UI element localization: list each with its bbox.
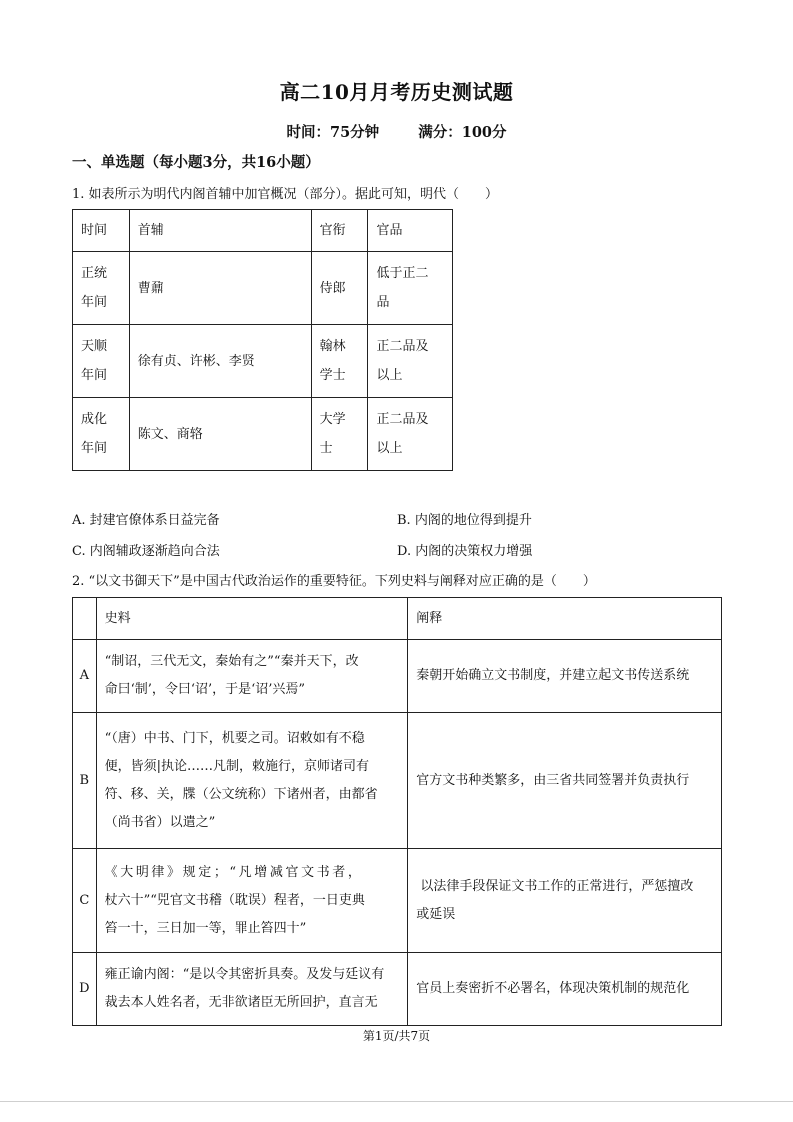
rank-cell: 正二品及 以上	[368, 325, 453, 398]
title-cell: 大学 士	[311, 398, 368, 471]
time-cell: 成化 年间	[73, 398, 130, 471]
table-header-row	[73, 598, 722, 640]
source-cell: “制诏，三代无文，秦始有之”“秦并天下，改 命曰‘制’，令曰‘诏’，于是‘诏’兴焉”	[96, 640, 408, 713]
page-title: 高二10月月考历史测试题	[279, 80, 514, 104]
option-a[interactable]: A. 封建官僚体系日益完备	[72, 513, 220, 528]
rank-cell: 正二品及 以上	[368, 398, 453, 471]
explain-cell: 官员上奏密折不必署名，体现决策机制的规范化	[408, 953, 722, 1026]
time-cell: 正统 年间	[73, 252, 130, 325]
table-header-row	[73, 210, 453, 252]
section-heading: 一、单选题（每小题3分，共16小题）	[72, 154, 320, 171]
title-cell: 侍郎	[311, 252, 368, 325]
page-divider	[0, 1101, 793, 1102]
table-row	[73, 325, 453, 398]
header-cell: 官品	[368, 210, 453, 252]
name-cell: 徐有贞、许彬、李贤	[129, 325, 311, 398]
option-c[interactable]: C. 内阁辅政逐渐趋向合法	[72, 544, 220, 559]
table-row	[73, 849, 722, 953]
rank-cell: 低于正二 品	[368, 252, 453, 325]
question-1-table	[72, 209, 453, 471]
page-number: 第1页/共7页	[362, 1029, 431, 1043]
header-cell: 时间	[73, 210, 130, 252]
exam-info	[0, 121, 793, 142]
source-cell: 《大明律》规定；“凡增减官文书者， 杖六十”“兕官文书稽（耽误）程者，一日吏典 笞一十，三日加一等，罪止笞四十”	[96, 849, 408, 953]
question-2-table	[72, 597, 722, 1026]
explain-cell: 以法律手段保证文书工作的正常进行，严惩擅改 或延误	[408, 849, 722, 953]
table-row	[73, 252, 453, 325]
row-label: C	[73, 849, 97, 953]
header-cell: 首辅	[129, 210, 311, 252]
exam-time: 时间：75分钟	[286, 124, 380, 141]
source-cell: 雍正谕内阁：“是以令其密折具奏。及发与廷议有 裁去本人姓名者，无非欲诸臣无所回护，直言无	[96, 953, 408, 1026]
table-row	[73, 713, 722, 849]
header-cell: 史料	[96, 598, 408, 640]
question-1-stem: 1. 如表所示为明代内阁首辅中加官概况（部分）。据此可知，明代（ ）	[72, 187, 499, 202]
name-cell: 陈文、商辂	[129, 398, 311, 471]
row-label: A	[73, 640, 97, 713]
option-d[interactable]: D. 内阁的决策权力增强	[397, 544, 533, 559]
exam-score: 满分：100分	[418, 124, 507, 141]
explain-cell: 官方文书种类繁多，由三省共同签署并负责执行	[408, 713, 722, 849]
explain-cell: 秦朝开始确立文书制度，并建立起文书传送系统	[408, 640, 722, 713]
table-row	[73, 640, 722, 713]
option-b[interactable]: B. 内阁的地位得到提升	[397, 513, 532, 528]
table-row	[73, 953, 722, 1026]
question-2-stem: 2. “以文书御天下”是中国古代政治运作的重要特征。下列史料与阐释对应正确的是（ ）	[72, 574, 596, 589]
row-label: B	[73, 713, 97, 849]
header-cell: 阐释	[408, 598, 722, 640]
row-label: D	[73, 953, 97, 1026]
time-cell: 天顺 年间	[73, 325, 130, 398]
header-cell	[73, 598, 97, 640]
source-cell: “（唐）中书、门下，机要之司。诏敕如有不稳 便，皆须|执论……凡制，敕施行，京师诸司有 符、移、关，牒（公文统称）下诸州者，由都省 （尚书省）以遣之”	[96, 713, 408, 849]
header-cell: 官衔	[311, 210, 368, 252]
table-row	[73, 398, 453, 471]
name-cell: 曹鼐	[129, 252, 311, 325]
title-cell: 翰林 学士	[311, 325, 368, 398]
